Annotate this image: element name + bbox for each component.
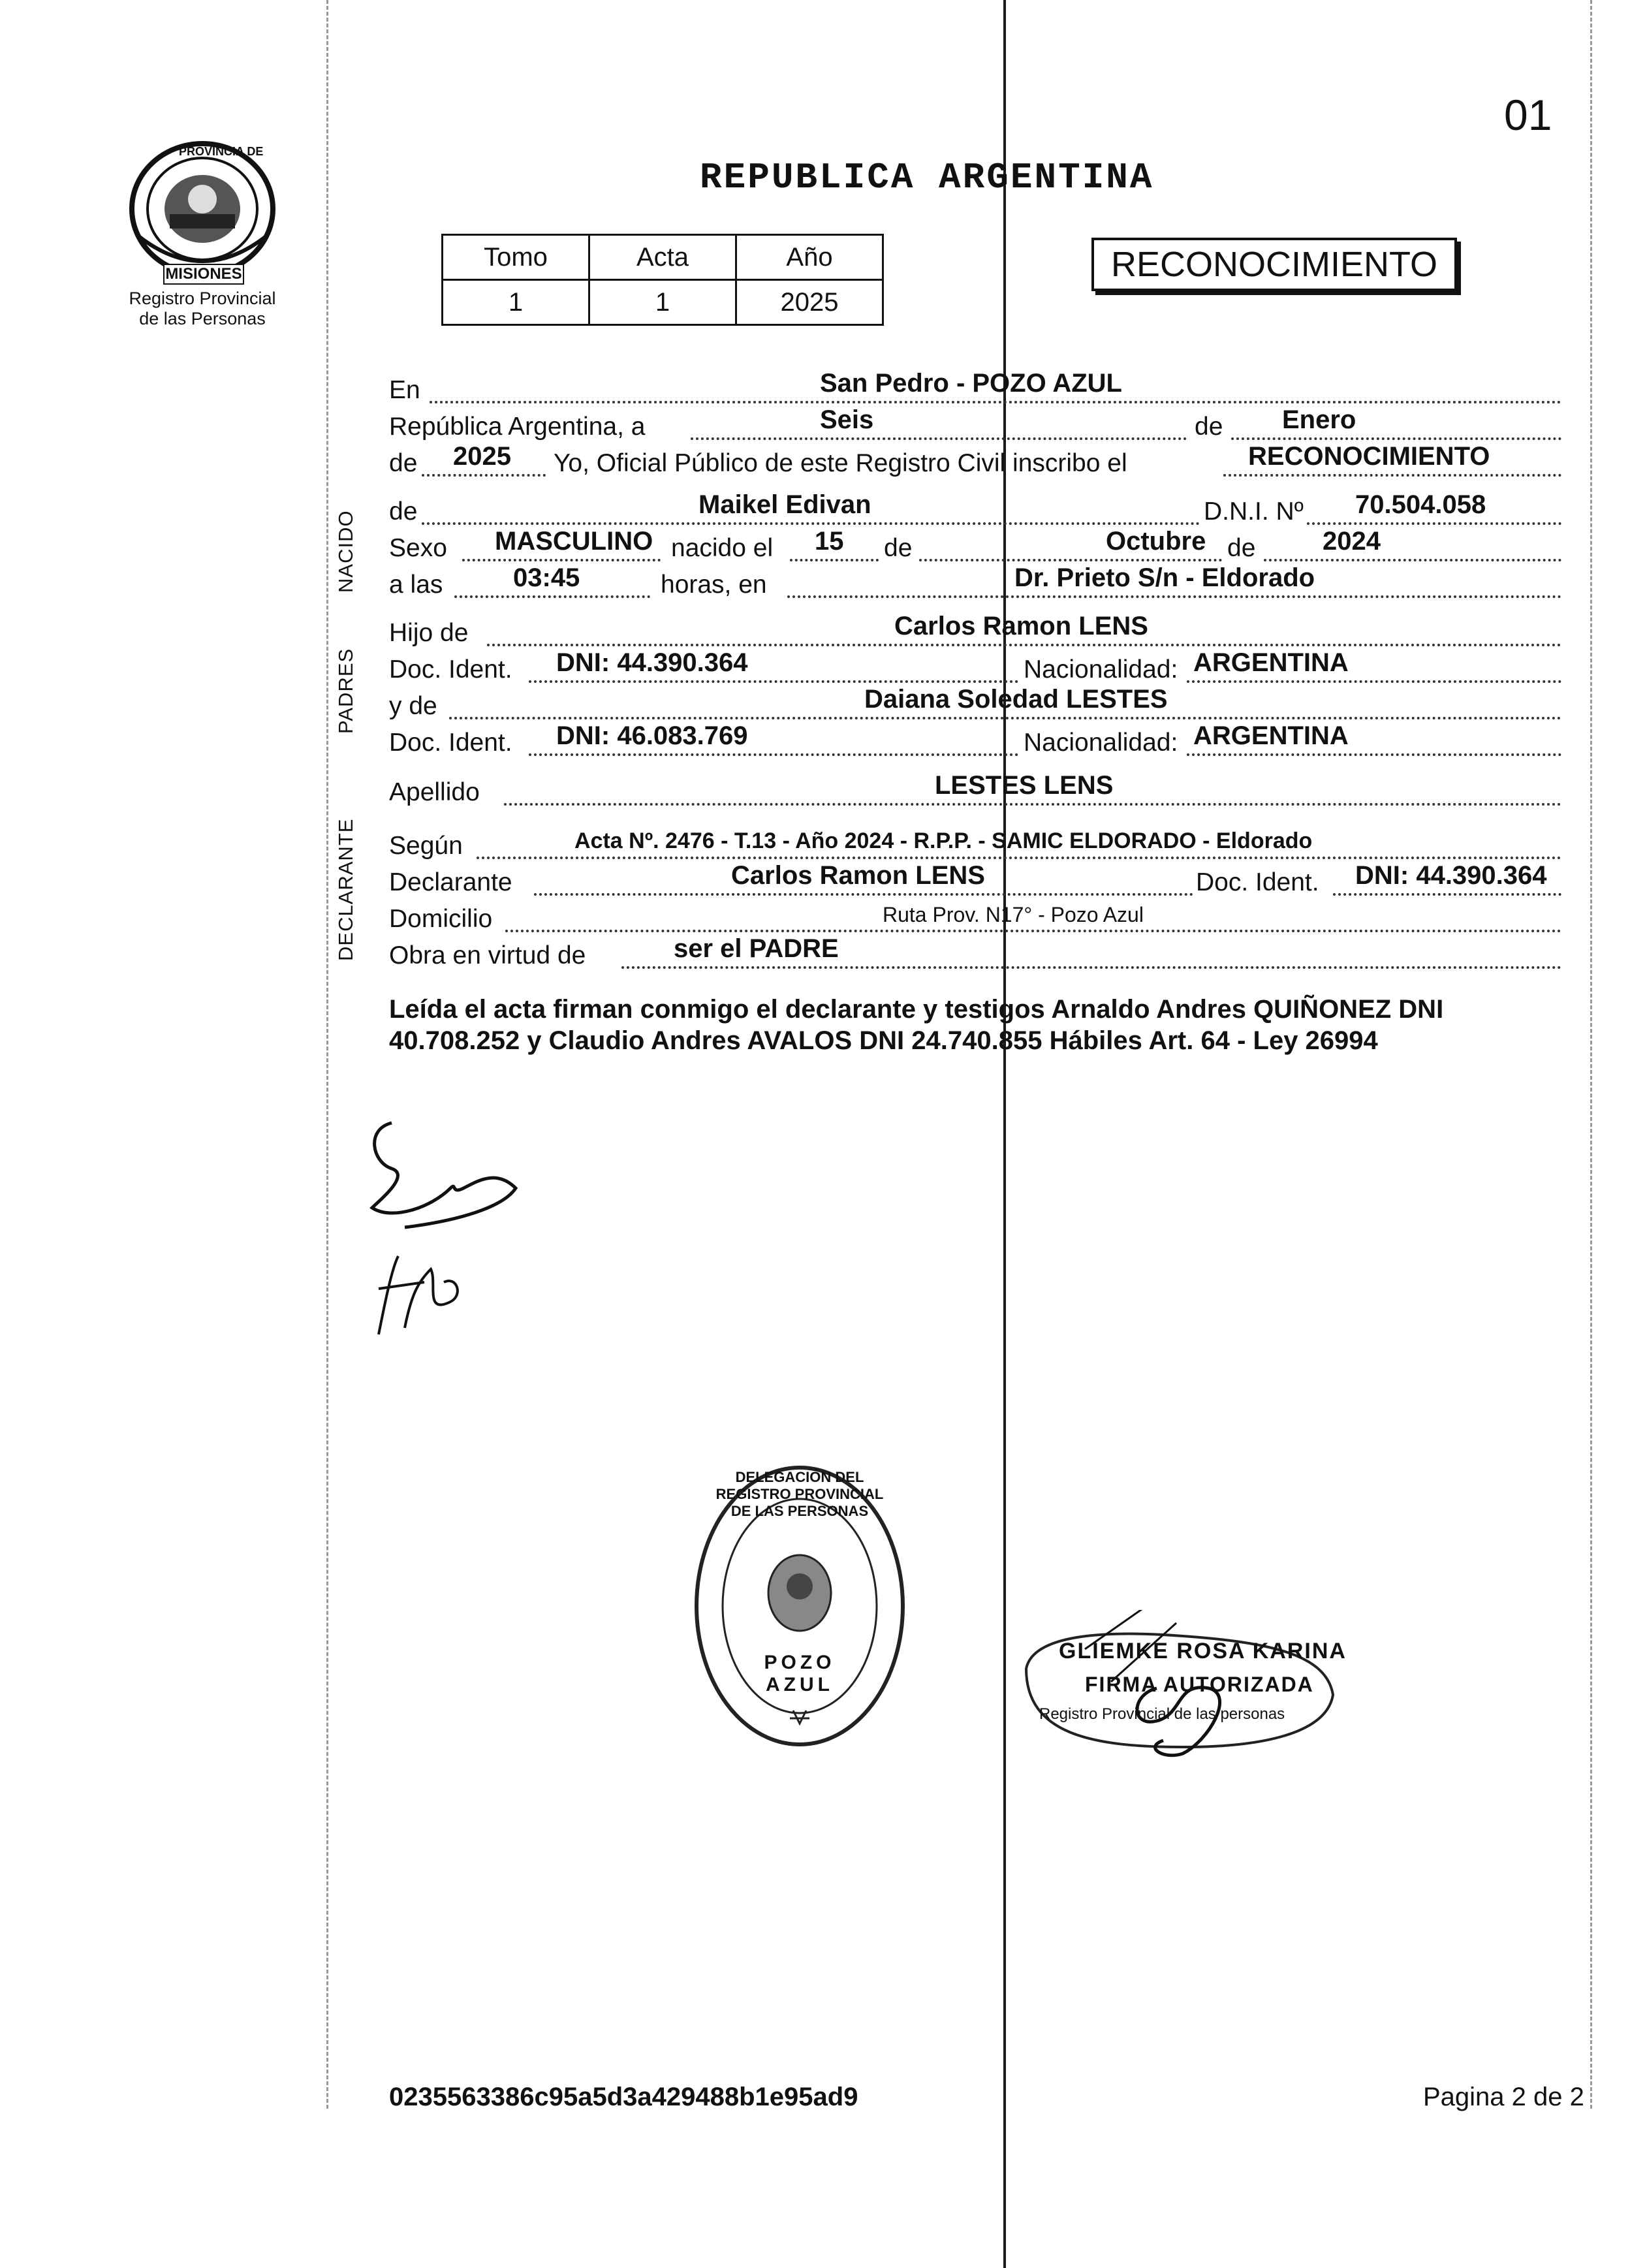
side-label-nacido: NACIDO <box>334 510 357 593</box>
fold-line <box>1003 0 1006 2268</box>
row-surname <box>389 773 1564 810</box>
page-title: REPUBLICA ARGENTINA <box>700 157 1154 198</box>
label-de-month: de <box>1195 413 1223 441</box>
value-day: Seis <box>820 405 874 434</box>
value-by-virtue: ser el PADRE <box>674 934 839 963</box>
dotted-line <box>505 930 1561 932</box>
label-de-name: de <box>389 497 418 526</box>
value-surname: LESTES LENS <box>935 771 1114 800</box>
value-mother-doc: DNI: 46.083.769 <box>556 721 748 750</box>
delegation-stamp <box>692 1462 907 1750</box>
dotted-line <box>1231 437 1561 440</box>
dotted-line <box>1187 753 1561 756</box>
label-republica: República Argentina, a <box>389 413 646 441</box>
register-table <box>441 234 884 326</box>
label-dni: D.N.I. Nº <box>1204 497 1304 526</box>
value-sex: MASCULINO <box>495 527 653 556</box>
label-y-de: y de <box>389 692 437 720</box>
label-declarante: Declarante <box>389 868 512 896</box>
dotted-line <box>1307 522 1561 525</box>
declarant-signature <box>353 1110 542 1240</box>
dotted-line <box>1264 559 1561 561</box>
value-address: Ruta Prov. N17° - Pozo Azul <box>883 903 1144 926</box>
dotted-line <box>1223 474 1561 477</box>
reading-statement: Leída el acta firman conmigo el declarante y testigos Arnaldo Andres QUIÑONEZ DNI 40.708.252 y Claudio Andres AVALOS DNI 24.740.855 Hábiles Art. 64 - Ley 26994 <box>389 995 1444 1055</box>
label-horas-en: horas, en <box>661 571 767 599</box>
dotted-line <box>919 559 1222 561</box>
row-mother-doc <box>389 723 1564 760</box>
row-father-doc <box>389 650 1564 687</box>
dotted-line <box>691 437 1187 440</box>
row-mother <box>389 687 1564 723</box>
label-de-year: de <box>389 449 418 477</box>
official-stamp-line2: FIRMA AUTORIZADA <box>1085 1673 1314 1696</box>
stamp-inner-text: POZO AZUL <box>764 1652 836 1695</box>
label-nacido-el: nacido el <box>671 534 774 562</box>
label-de-birth-month: de <box>884 534 913 562</box>
value-father-name: Carlos Ramon LENS <box>894 612 1148 640</box>
label-doc-ident: Doc. Ident. <box>1196 868 1319 896</box>
logo-caption <box>108 289 297 329</box>
dotted-line <box>787 595 1561 598</box>
value-birth-place: Dr. Prieto S/n - Eldorado <box>1014 563 1315 592</box>
value-according: Acta Nº. 2476 - T.13 - Año 2024 - R.P.P. - SAMIC ELDORADO - Eldorado <box>574 828 1313 853</box>
value-father-nationality: ARGENTINA <box>1193 648 1349 677</box>
official-stamp-line1: GLIEMKE ROSA KARINA <box>1059 1639 1347 1663</box>
logo-caption-line2: de las Personas <box>139 309 266 328</box>
value-birth-year: 2024 <box>1323 527 1381 556</box>
dotted-line <box>462 559 661 561</box>
value-act-type: RECONOCIMIENTO <box>1248 442 1490 471</box>
official-stamp <box>1013 1610 1353 1767</box>
row-father <box>389 614 1564 650</box>
label-apellido: Apellido <box>389 778 480 806</box>
value-birth-time: 03:45 <box>513 563 580 592</box>
label-yo-oficial: Yo, Oficial Público de este Registro Civil inscribo el <box>554 449 1127 477</box>
label-en: En <box>389 376 420 404</box>
value-dni: 70.504.058 <box>1355 490 1486 519</box>
label-de-birth-year: de <box>1227 534 1256 562</box>
label-nacionalidad: Nacionalidad: <box>1024 729 1178 757</box>
seal-text-top: PROVINCIA DE <box>179 145 264 158</box>
label-sexo: Sexo <box>389 534 447 562</box>
register-value-row <box>443 280 883 325</box>
value-month: Enero <box>1282 405 1356 434</box>
seal-text-bottom: MISIONES <box>163 264 244 285</box>
dotted-line <box>790 559 879 561</box>
dotted-line <box>477 857 1561 859</box>
officer-initials-signature <box>366 1243 470 1341</box>
dotted-line <box>422 522 1200 525</box>
row-birth-time <box>389 565 1564 602</box>
left-margin-line <box>326 0 328 2109</box>
row-declarant <box>389 863 1564 900</box>
value-father-doc: DNI: 44.390.364 <box>556 648 748 677</box>
value-name: Maikel Edivan <box>698 490 871 519</box>
side-label-padres: PADRES <box>334 648 357 734</box>
value-declarant-doc: DNI: 44.390.364 <box>1355 861 1547 890</box>
register-value-cell: 2025 <box>736 280 883 325</box>
dotted-line <box>487 644 1561 646</box>
dotted-line <box>430 401 1561 403</box>
row-by-virtue <box>389 936 1564 973</box>
right-margin-line <box>1590 0 1592 2109</box>
dotted-line <box>449 717 1561 719</box>
dotted-line <box>454 595 650 598</box>
value-year: 2025 <box>453 442 511 471</box>
province-seal-logo <box>124 137 281 287</box>
official-stamp-line3: Registro Provincial de las personas <box>1039 1705 1285 1723</box>
row-according <box>389 827 1564 863</box>
page-number: 01 <box>1504 91 1552 139</box>
label-hijo-de: Hijo de <box>389 619 469 647</box>
side-label-declarante: DECLARANTE <box>334 818 357 961</box>
row-place <box>389 371 1564 407</box>
register-value-cell: 1 <box>589 280 736 325</box>
dotted-line <box>529 680 1018 683</box>
dotted-line <box>534 893 1193 896</box>
recognition-label-box: RECONOCIMIENTO <box>1091 238 1457 291</box>
label-doc-ident: Doc. Ident. <box>389 729 512 757</box>
value-birth-day: 15 <box>815 527 844 556</box>
dotted-line <box>504 803 1561 806</box>
register-header-cell: Año <box>736 235 883 280</box>
logo-caption-line1: Registro Provincial <box>129 289 276 308</box>
stamp-ring-text: DELEGACIÓN DEL REGISTRO PROVINCIAL DE LAS PERSONAS <box>715 1469 884 1519</box>
label-doc-ident: Doc. Ident. <box>389 655 512 684</box>
document-hash: 0235563386c95a5d3a429488b1e95ad9 <box>389 2083 858 2111</box>
row-date <box>389 407 1564 444</box>
row-name <box>389 492 1564 529</box>
dotted-line <box>1187 680 1561 683</box>
dotted-line <box>422 474 546 477</box>
label-domicilio: Domicilio <box>389 905 493 933</box>
label-obra-en-virtud: Obra en virtud de <box>389 941 586 969</box>
register-header-row <box>443 235 883 280</box>
row-official <box>389 444 1564 480</box>
value-place: San Pedro - POZO AZUL <box>820 369 1122 398</box>
dotted-line <box>1333 893 1561 896</box>
register-header-cell: Acta <box>589 235 736 280</box>
row-sex-birth <box>389 529 1564 565</box>
value-declarant: Carlos Ramon LENS <box>731 861 985 890</box>
label-segun: Según <box>389 832 463 860</box>
page-indicator: Pagina 2 de 2 <box>1423 2083 1584 2111</box>
register-value-cell: 1 <box>443 280 589 325</box>
row-address <box>389 900 1564 936</box>
dotted-line <box>621 966 1561 969</box>
value-mother-nationality: ARGENTINA <box>1193 721 1349 750</box>
label-a-las: a las <box>389 571 443 599</box>
label-nacionalidad: Nacionalidad: <box>1024 655 1178 684</box>
value-mother-name: Daiana Soledad LESTES <box>864 685 1168 714</box>
register-header-cell: Tomo <box>443 235 589 280</box>
value-birth-month: Octubre <box>1106 527 1206 556</box>
dotted-line <box>529 753 1018 756</box>
